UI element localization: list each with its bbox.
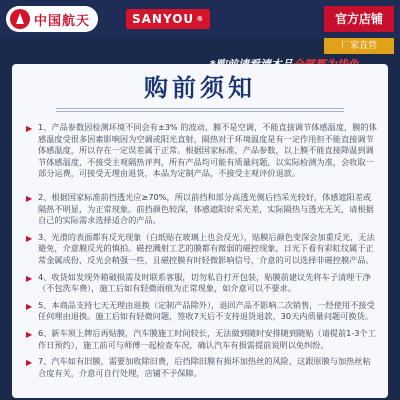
aerospace-logo-icon [10,9,30,29]
list-item [26,272,378,295]
list-item-text: 3、光滑的表面都有反光现象（白纸贴在玻璃上也会反光），贴膜后颜色变深会加重反光，无法避免，介意膜反光的慎拍。磁控溅射工艺的膜都有微弱的磁控现象，日光下看有彩虹纹属于正常金属成份，反光会稍强一些，且磁控膜有时轻微影响信号，介意的可以选择非磁控膜产品。 [38,231,375,265]
list-item-text: 6、新车须上牌后再贴膜，汽车膜施工时间较长，无法做到随时安排随到随贴（请提前1-3个工作日预约），施工前可与师傅一起检查车况，确认汽车有损需提前说明以免纠纷。 [38,327,376,350]
arrow-icon: ▶ [26,233,33,243]
sanyou-logo: SANYOU ® [126,9,210,29]
list-item-text: 2、根据国家标准前挡透光应≥70%，所以前挡和部分高透光侧后挡采光较好，体感遮阳差或隔热不明显，为正常现象。前挡颜色较深，体感遮阳好采光差，实际隔热与透光无关，请根据自己的实际需求选择适合的产品。 [38,191,374,226]
sanyou-logo-text: SANYOU [132,12,195,26]
list-item-text: 4、收货如发现外箱破损需及时联系客服，切勿私自打开包装，贴膜前建议先将车子清理干净（不包洗车费），施工后如有轻微雨痕为正常现象，如介意可以不要求。 [38,271,371,294]
list-item [26,122,378,180]
factory-direct-badge: 厂家直营 [324,38,394,54]
notice-list [26,122,378,384]
list-item-text: 7、汽车如有旧膜，需要加收除旧费，后挡除旧膜有损坏加热丝的风险，这跟原膜与加热丝粘合度有关，介意可自行处理，店铺不予保障。 [38,356,371,378]
arrow-icon: ▶ [26,124,33,133]
title-divider [56,108,344,109]
list-item [26,232,378,267]
brand-logo[interactable] [6,6,98,32]
list-item [26,356,378,379]
arrow-icon: ▶ [26,358,33,368]
arrow-icon: ▶ [26,329,33,339]
list-item [26,300,378,323]
top-bar [0,0,400,38]
list-item [26,192,378,227]
brand-name: 中国航天 [34,13,91,29]
official-store-badge[interactable]: 官方店铺 [324,6,394,32]
arrow-icon: ▶ [26,301,33,311]
title-divider [56,111,344,112]
page-title: 购前须知 [144,74,256,102]
arrow-icon: ▶ [26,193,33,203]
notice-card [12,64,388,398]
list-item-text: 1、产品参数因检测环境不同会有±3% 的波动，膜不是空调，不能直接调节体感温度，膜的体感温度受很多因素影响因为空调或阳光直射，隔热对于环境温度是有一定作用但不能直接调节体感温度，所以存在一定误差属于正常。根据国家标准，产品参数，以上膜不能直接降温到调节体感温度，不接受主观隔热评判，所有产品均可能有质量问题，以实际检测为准，会收取一部分运费，可接受无理由退货，本品为定制产品，不接受主观评价退款。 [38,122,377,179]
arrow-icon: ▶ [26,273,33,283]
list-item [26,328,378,351]
list-item-text: 5、本商品支持七天无理由退换（定制产品除外），退回产品不影响二次销售，一经使用不接受任何理由退换。施工后如有轻微问题，签收7天后不支持退货退款，30天内质量问题可换货。 [38,299,375,322]
